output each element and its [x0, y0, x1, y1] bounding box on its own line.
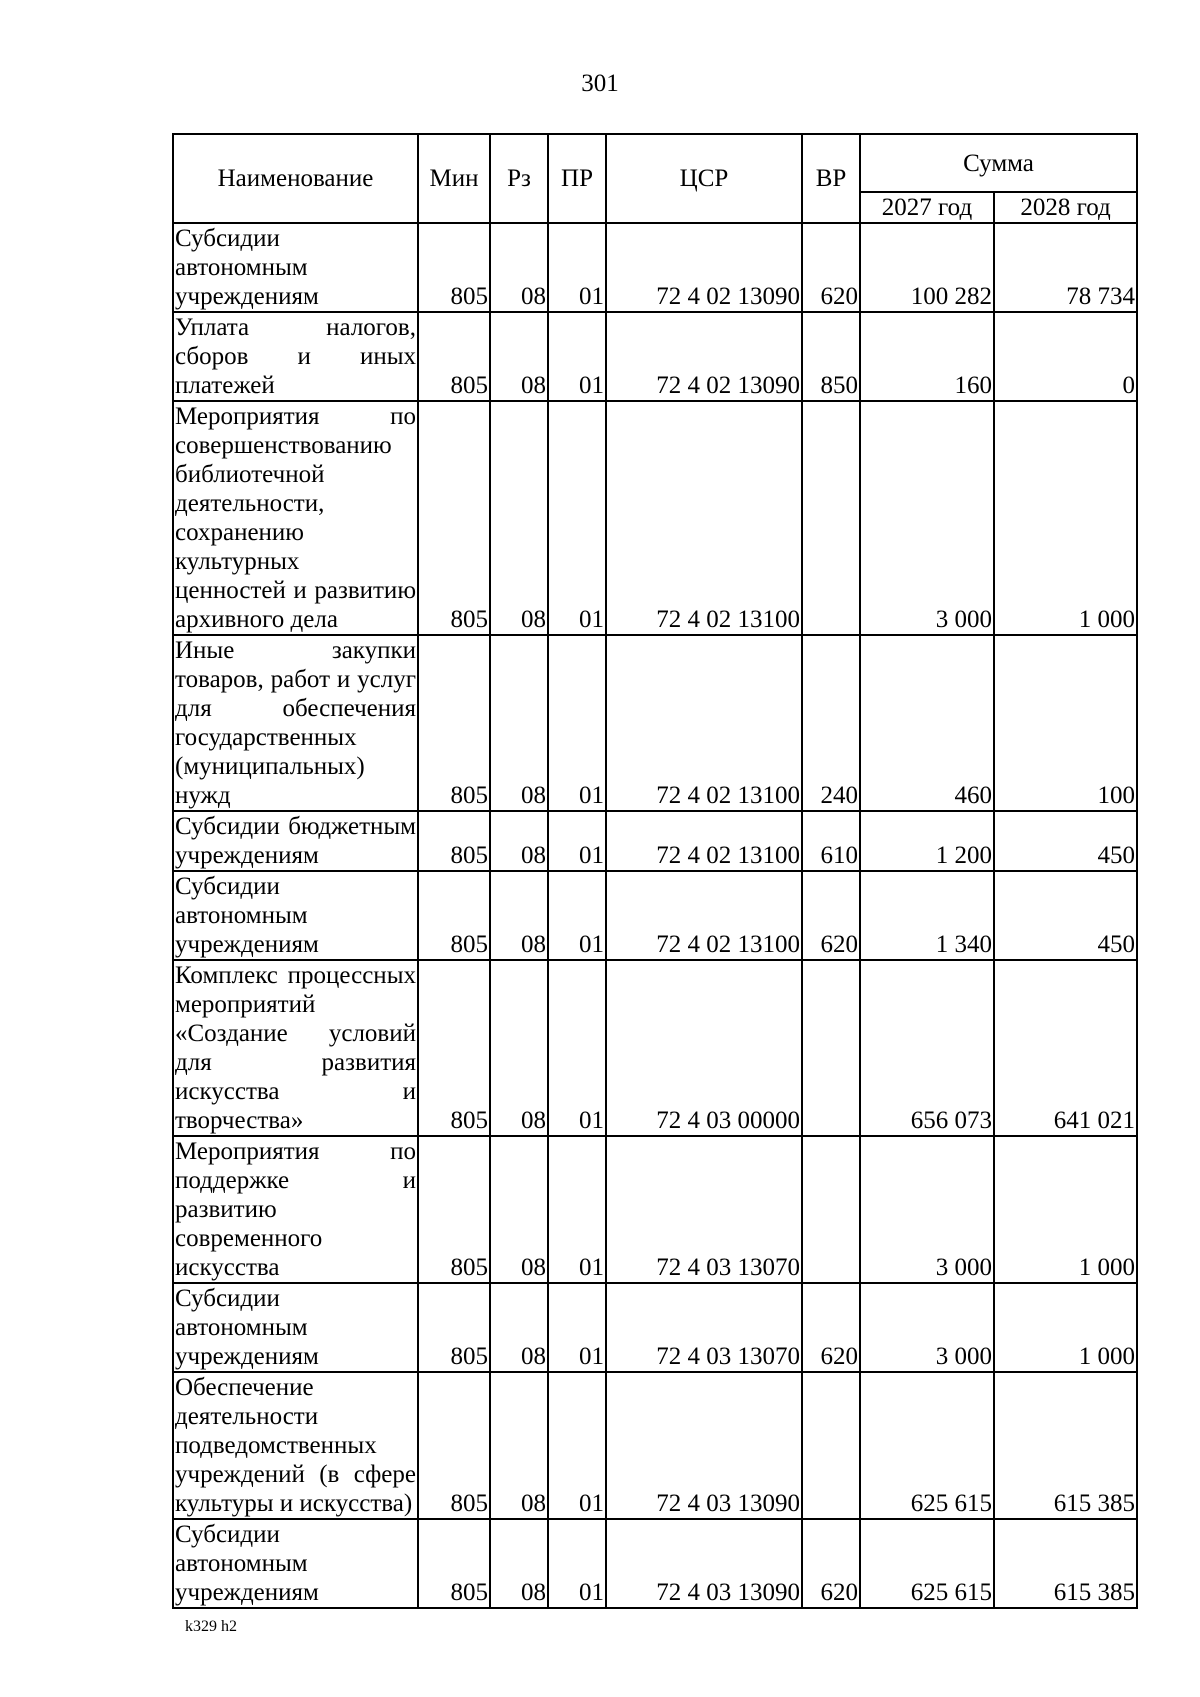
- cell-min: 805: [418, 871, 490, 960]
- cell-csr: 72 4 03 13070: [606, 1283, 802, 1372]
- cell-min: 805: [418, 811, 490, 871]
- header-name: Наименование: [173, 134, 418, 223]
- cell-rz: 08: [490, 960, 548, 1136]
- cell-csr: 72 4 03 00000: [606, 960, 802, 1136]
- table-row: [173, 312, 1137, 401]
- cell-rz: 08: [490, 1372, 548, 1519]
- cell-sum-2028: 641 021: [994, 960, 1137, 1136]
- cell-rz: 08: [490, 811, 548, 871]
- cell-name: Обеспечение деятельности подведомственных учреждений (в сфере культуры и искусства): [175, 1374, 416, 1517]
- cell-vr: [802, 1136, 860, 1283]
- cell-name: Иные закупки товаров, работ и услуг для обеспечения государственных (муниципальных) нужд: [175, 637, 416, 809]
- cell-sum-2027: 1 200: [860, 811, 994, 871]
- cell-sum-2028: 100: [994, 635, 1137, 811]
- header-sum: Сумма: [860, 134, 1137, 192]
- cell-vr: [802, 960, 860, 1136]
- cell-rz: 08: [490, 1283, 548, 1372]
- cell-min: 805: [418, 1519, 490, 1608]
- cell-pr: 01: [548, 871, 606, 960]
- header-pr: ПР: [548, 134, 606, 223]
- cell-min: 805: [418, 401, 490, 635]
- budget-table: [172, 133, 1138, 1609]
- cell-name: Комплекс процессных мероприятий «Создание условий для развития искусства и творчества»: [175, 962, 416, 1134]
- table-row: [173, 960, 1137, 1136]
- cell-sum-2028: 1 000: [994, 401, 1137, 635]
- cell-sum-2028: 615 385: [994, 1519, 1137, 1608]
- table-row: [173, 1136, 1137, 1283]
- cell-vr: [802, 1372, 860, 1519]
- cell-sum-2028: 615 385: [994, 1372, 1137, 1519]
- cell-csr: 72 4 02 13100: [606, 635, 802, 811]
- cell-csr: 72 4 03 13070: [606, 1136, 802, 1283]
- cell-vr: 850: [802, 312, 860, 401]
- header-vr: ВР: [802, 134, 860, 223]
- cell-vr: 620: [802, 223, 860, 312]
- cell-rz: 08: [490, 401, 548, 635]
- cell-sum-2028: 78 734: [994, 223, 1137, 312]
- cell-csr: 72 4 02 13090: [606, 223, 802, 312]
- cell-vr: 620: [802, 1519, 860, 1608]
- table-row: [173, 401, 1137, 635]
- table-row: [173, 1372, 1137, 1519]
- cell-sum-2027: 625 615: [860, 1372, 994, 1519]
- cell-pr: 01: [548, 960, 606, 1136]
- cell-name: Субсидии бюджетным учреждениям: [175, 813, 416, 869]
- cell-rz: 08: [490, 635, 548, 811]
- cell-pr: 01: [548, 811, 606, 871]
- cell-pr: 01: [548, 1519, 606, 1608]
- cell-sum-2027: 100 282: [860, 223, 994, 312]
- cell-sum-2028: 1 000: [994, 1283, 1137, 1372]
- cell-pr: 01: [548, 635, 606, 811]
- page-number: 301: [581, 70, 619, 97]
- cell-vr: 620: [802, 1283, 860, 1372]
- header-min: Мин: [418, 134, 490, 223]
- table-row: [173, 871, 1137, 960]
- cell-csr: 72 4 02 13100: [606, 401, 802, 635]
- table-row: [173, 811, 1137, 871]
- cell-name: Уплата налогов, сборов и иных платежей: [175, 314, 416, 399]
- cell-sum-2027: 656 073: [860, 960, 994, 1136]
- cell-sum-2027: 3 000: [860, 1283, 994, 1372]
- cell-rz: 08: [490, 871, 548, 960]
- table-row: [173, 1283, 1137, 1372]
- cell-min: 805: [418, 635, 490, 811]
- cell-pr: 01: [548, 1283, 606, 1372]
- cell-csr: 72 4 02 13090: [606, 312, 802, 401]
- cell-pr: 01: [548, 401, 606, 635]
- cell-vr: 610: [802, 811, 860, 871]
- cell-sum-2028: 450: [994, 871, 1137, 960]
- cell-csr: 72 4 02 13100: [606, 811, 802, 871]
- cell-min: 805: [418, 312, 490, 401]
- cell-sum-2028: 1 000: [994, 1136, 1137, 1283]
- table-body: [173, 223, 1137, 1608]
- header-year-2027: 2027 год: [860, 192, 994, 223]
- cell-sum-2027: 160: [860, 312, 994, 401]
- cell-rz: 08: [490, 312, 548, 401]
- cell-rz: 08: [490, 223, 548, 312]
- cell-name: Субсидии автономным учреждениям: [173, 1519, 418, 1608]
- cell-csr: 72 4 03 13090: [606, 1372, 802, 1519]
- footer-code: k329 h2: [185, 1618, 237, 1635]
- cell-sum-2028: 450: [994, 811, 1137, 871]
- cell-rz: 08: [490, 1519, 548, 1608]
- cell-pr: 01: [548, 312, 606, 401]
- cell-vr: 620: [802, 871, 860, 960]
- cell-sum-2027: 3 000: [860, 401, 994, 635]
- cell-min: 805: [418, 223, 490, 312]
- cell-sum-2028: 0: [994, 312, 1137, 401]
- cell-sum-2027: 460: [860, 635, 994, 811]
- cell-min: 805: [418, 1283, 490, 1372]
- cell-min: 805: [418, 1372, 490, 1519]
- table-row: [173, 223, 1137, 312]
- cell-csr: 72 4 03 13090: [606, 1519, 802, 1608]
- cell-name: Мероприятия по совершенствованию библиотечной деятельности, сохранению культурных ценностей и развитию архивного дела: [175, 403, 416, 633]
- cell-pr: 01: [548, 1372, 606, 1519]
- table-row: [173, 635, 1137, 811]
- header-year-2028: 2028 год: [994, 192, 1137, 223]
- table-row: [173, 1519, 1137, 1608]
- cell-csr: 72 4 02 13100: [606, 871, 802, 960]
- cell-name: Мероприятия по поддержке и развитию современного искусства: [175, 1138, 416, 1281]
- cell-sum-2027: 1 340: [860, 871, 994, 960]
- cell-pr: 01: [548, 1136, 606, 1283]
- cell-name: Субсидии автономным учреждениям: [173, 1283, 418, 1372]
- cell-vr: [802, 401, 860, 635]
- cell-min: 805: [418, 960, 490, 1136]
- cell-vr: 240: [802, 635, 860, 811]
- cell-name: Субсидии автономным учреждениям: [173, 871, 418, 960]
- header-csr: ЦСР: [606, 134, 802, 223]
- cell-sum-2027: 625 615: [860, 1519, 994, 1608]
- header-rz: Рз: [490, 134, 548, 223]
- cell-pr: 01: [548, 223, 606, 312]
- cell-name: Субсидии автономным учреждениям: [173, 223, 418, 312]
- cell-min: 805: [418, 1136, 490, 1283]
- cell-rz: 08: [490, 1136, 548, 1283]
- cell-sum-2027: 3 000: [860, 1136, 994, 1283]
